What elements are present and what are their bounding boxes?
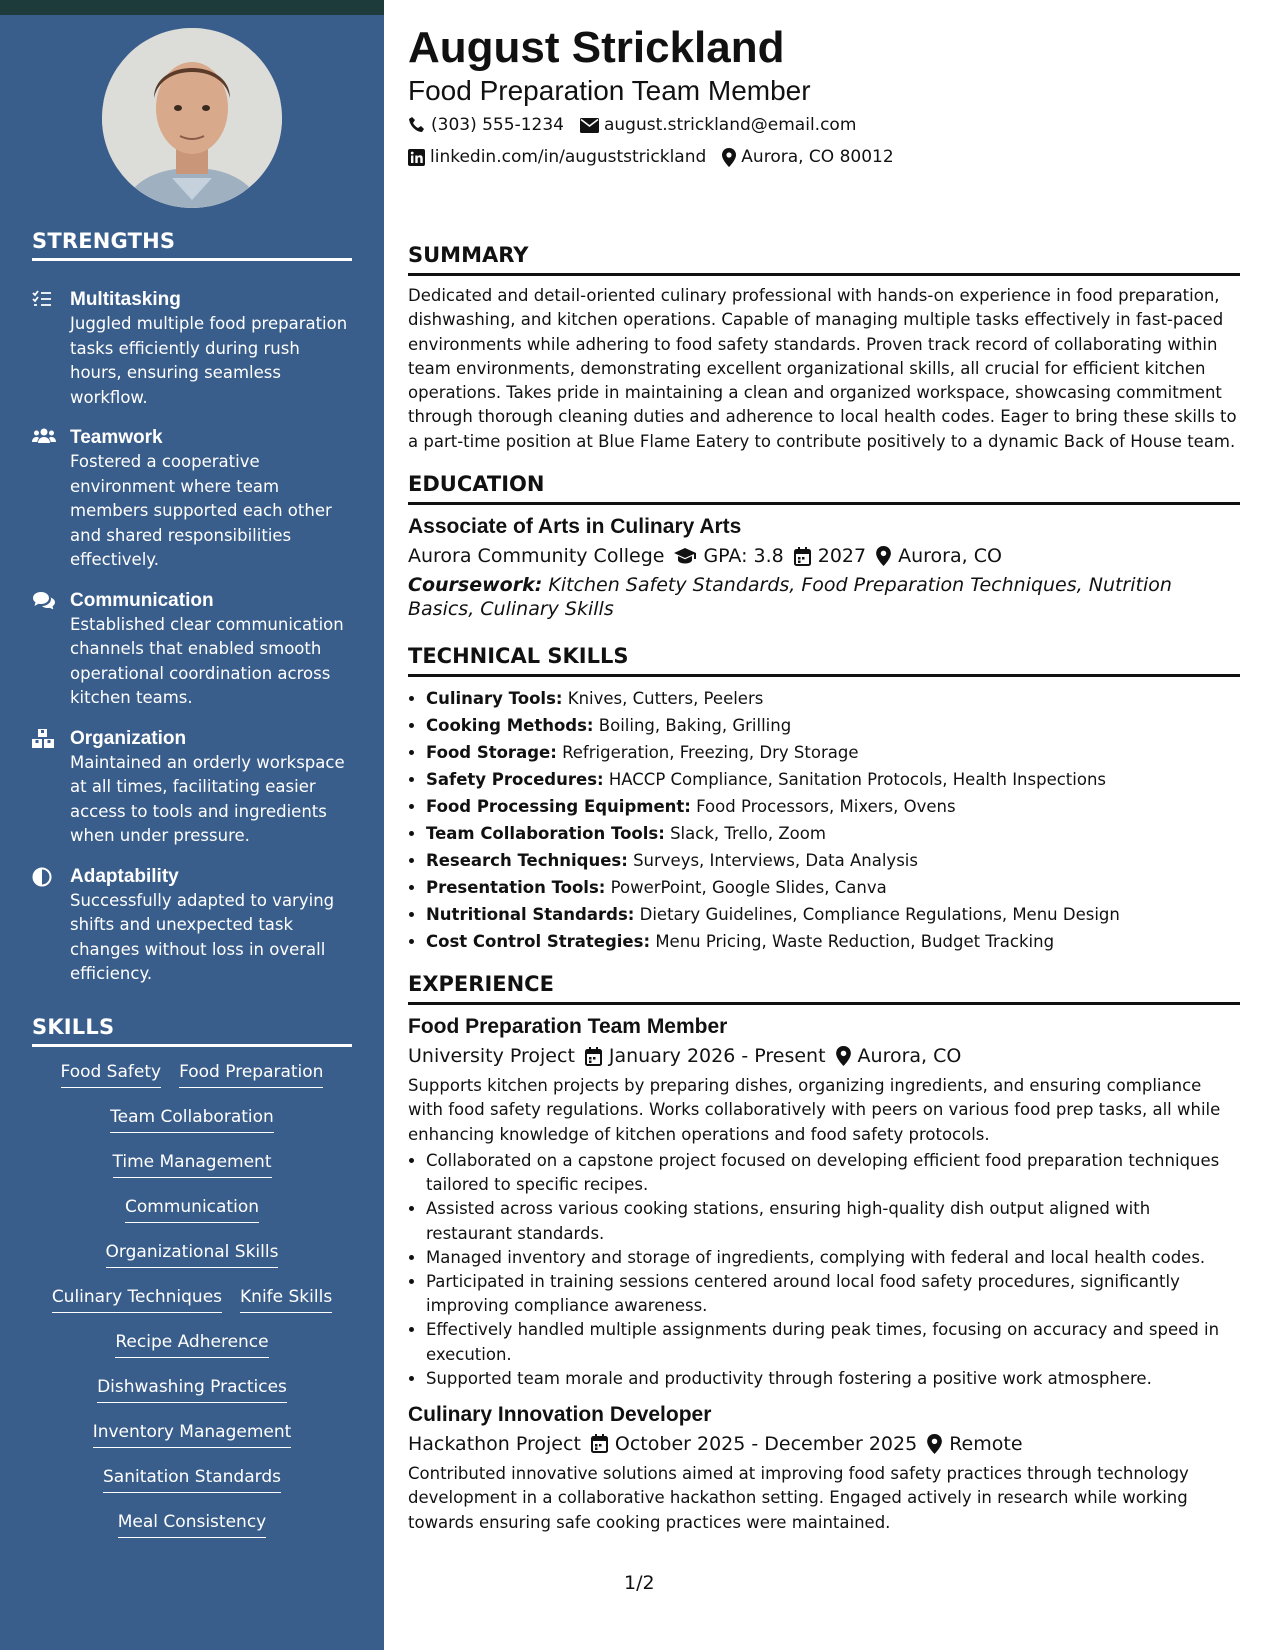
skill-values: HACCP Compliance, Sanitation Protocols, Health Inspections [608,770,1107,789]
list-item: • Participated in training sessions centered around local food safety procedures, significantly improving compliance awareness. [426,1270,1240,1318]
page-number: 1/2 [624,1572,655,1594]
list-item [426,685,1240,712]
linkedin-link[interactable]: linkedin.com/in/auguststrickland [430,147,707,167]
job-org: Hackathon Project [408,1432,581,1455]
linkedin-icon [408,149,425,166]
skills-heading: SKILLS [32,1015,352,1047]
skill-category: Safety Procedures: [426,770,604,789]
sidebar [0,15,384,1650]
skill-category: Team Collaboration Tools: [426,824,665,843]
strength-item [32,589,352,711]
education-meta [408,541,1240,571]
location-text: Aurora, CO 80012 [741,147,894,167]
top-band [0,0,384,15]
job-dates: October 2025 - December 2025 [614,1432,918,1455]
job-meta [408,1429,1240,1459]
coursework-label: Coursework: [408,574,543,596]
strength-title: Multitasking [70,289,181,310]
list-item [426,928,1240,955]
calendar-icon [585,1047,602,1066]
envelope-icon [580,118,599,133]
list-check-icon [32,288,70,410]
users-icon [32,426,70,573]
gpa-text: GPA: 3.8 [703,545,784,567]
skill-tag: Knife Skills [240,1285,332,1313]
school-location: Aurora, CO [898,545,1002,567]
skill-category: Cost Control Strategies: [426,932,651,951]
skill-tag: Sanitation Standards [103,1465,281,1493]
list-item [426,901,1240,928]
graduation-year: 2027 [817,545,867,567]
job-location: Remote [949,1432,1023,1455]
map-pin-icon [722,148,736,167]
skill-tag: Meal Consistency [118,1510,266,1538]
skill-values: Dietary Guidelines, Compliance Regulations, Menu Design [639,905,1120,924]
list-item [426,766,1240,793]
education-section [408,470,1240,621]
strength-item [32,288,352,410]
phone-text: (303) 555-1234 [431,115,564,135]
skill-values: Surveys, Interviews, Data Analysis [633,851,918,870]
job-summary: Contributed innovative solutions aimed at improving food safety practices through technology development in a collaborative hackathon setting. Engaged actively in research while working towards ensuring safe cooking practices were maintained. [408,1463,1189,1532]
strength-title: Organization [70,727,187,749]
summary-text: Dedicated and detail-oriented culinary professional with hands-on experience in food preparation, dishwashing, and kitchen operations. Capable of managing multiple tasks effectively in fast-paced environments while adhering to food safety standards. Proven track record of collaborating within team environments, demonstrating excellent organizational skills, all crucial for efficient kitchen operations. Takes pride in maintaining a clean and organized workspace, showcasing commitment through thorough cleaning duties and adherence to local health codes. Eager to bring these skills to a part-time position at Blue Flame Eatery to contribute positively to a dynamic Back of House team. [408,286,1237,451]
calendar-icon [794,547,811,566]
strength-desc: Fostered a cooperative environment where team members supported each other and shared responsibilities effectively. [70,452,332,569]
skill-tag: Food Preparation [179,1060,323,1088]
strength-item [32,426,352,573]
skill-values: Food Processors, Mixers, Ovens [696,797,956,816]
job-summary: Supports kitchen projects by preparing dishes, organizing ingredients, and ensuring compliance with food safety regulations. Works collaboratively with peers on various food prep tasks, all while enhancing knowledge of kitchen operations and food safety protocols. [408,1076,1221,1144]
skill-values: Menu Pricing, Waste Reduction, Budget Tracking [655,932,1055,951]
strengths-heading: STRENGTHS [32,229,352,261]
technical-skills-heading: TECHNICAL SKILLS [408,642,1240,677]
skill-tag: Time Management [113,1150,272,1178]
experience-section [408,970,1240,1535]
strength-desc: Juggled multiple food preparation tasks efficiently during rush hours, ensuring seamless workflow. [70,314,348,407]
skill-tag: Organizational Skills [106,1240,279,1268]
list-item: • Supported team morale and productivity through fostering a positive work atmosphere. [426,1367,1240,1391]
job-title: Food Preparation Team Member [408,1015,728,1038]
map-pin-icon [876,546,891,566]
job-entry [408,1401,1240,1535]
strength-title: Communication [70,589,214,611]
contact-row [408,145,894,169]
coursework [408,573,1240,621]
job-org: University Project [408,1045,575,1067]
list-item: • Managed inventory and storage of ingredients, complying with federal and local health codes. [426,1246,1240,1270]
map-pin-icon [927,1434,942,1454]
list-item: • Effectively handled multiple assignments during peak times, focusing on accuracy and speed in execution. [426,1318,1240,1366]
job-title: Culinary Innovation Developer [408,1402,712,1426]
technical-skills-list [408,685,1240,955]
skill-category: Food Storage: [426,743,557,762]
strength-desc: Maintained an orderly workspace at all times, facilitating easier access to tools and ingredients when under pressure. [70,752,345,845]
list-item [426,820,1240,847]
half-circle-icon [32,865,70,987]
skill-tag: Communication [125,1195,259,1223]
list-item [426,712,1240,739]
job-entry [408,1013,1240,1391]
list-item [426,793,1240,820]
skill-category: Cooking Methods: [426,716,594,735]
skill-values: PowerPoint, Google Slides, Canva [610,878,887,897]
summary-heading: SUMMARY [408,241,1240,276]
skill-tag: Culinary Techniques [52,1285,222,1313]
calendar-icon [591,1434,608,1453]
education-heading: EDUCATION [408,470,1240,505]
skill-values: Knives, Cutters, Peelers [567,689,764,708]
strength-title: Adaptability [70,865,179,887]
strength-desc: Successfully adapted to varying shifts and unexpected task changes without loss in overall efficiency. [70,890,335,983]
strength-item [32,865,352,987]
skill-values: Boiling, Baking, Grilling [598,716,792,735]
comments-icon [32,589,70,711]
candidate-name: August Strickland [408,23,785,72]
strengths-list [32,288,352,1003]
list-item [426,739,1240,766]
job-dates: January 2026 - Present [608,1045,826,1067]
profile-photo [102,28,282,208]
list-item: • Assisted across various cooking stations, ensuring high-quality dish output aligned with restaurant standards. [426,1197,1240,1245]
strength-item [32,727,352,849]
graduation-cap-icon [674,548,696,564]
list-item: • Collaborated on a capstone project focused on developing efficient food preparation techniques tailored to specific recipes. [426,1149,1240,1197]
phone-icon [408,116,426,134]
job-location: Aurora, CO [857,1045,962,1067]
list-item [426,874,1240,901]
degree-title: Associate of Arts in Culinary Arts [408,515,742,538]
skill-category: Food Processing Equipment: [426,797,691,816]
email-link[interactable]: august.strickland@email.com [603,115,857,135]
skill-category: Culinary Tools: [426,689,563,708]
list-item [426,847,1240,874]
skill-tag: Recipe Adherence [115,1330,268,1358]
skill-category: Research Techniques: [426,851,628,870]
boxes-icon [32,727,70,849]
school-name: Aurora Community College [408,545,665,567]
experience-heading: EXPERIENCE [408,970,1240,1005]
skill-tag: Inventory Management [93,1420,292,1448]
technical-skills-section [408,642,1240,955]
skills-list [32,1060,352,1555]
strength-title: Teamwork [70,427,163,448]
skill-category: Nutritional Standards: [426,905,635,924]
skill-tag: Dishwashing Practices [97,1375,287,1403]
summary-section [408,241,1240,454]
coursework-list: Kitchen Safety Standards, Food Preparation Techniques, Nutrition Basics, Culinary Skills [408,574,1172,620]
skill-tag: Team Collaboration [110,1105,274,1133]
skill-category: Presentation Tools: [426,878,606,897]
skill-values: Refrigeration, Freezing, Dry Storage [562,743,859,762]
job-bullets [408,1149,1240,1391]
map-pin-icon [836,1046,851,1066]
skill-values: Slack, Trello, Zoom [670,824,826,843]
candidate-title: Food Preparation Team Member [408,75,811,106]
job-meta [408,1041,1240,1071]
strength-desc: Established clear communication channels that enabled smooth operational coordination across kitchen teams. [70,614,344,707]
skill-tag: Food Safety [61,1060,162,1088]
contact-row [408,113,856,137]
